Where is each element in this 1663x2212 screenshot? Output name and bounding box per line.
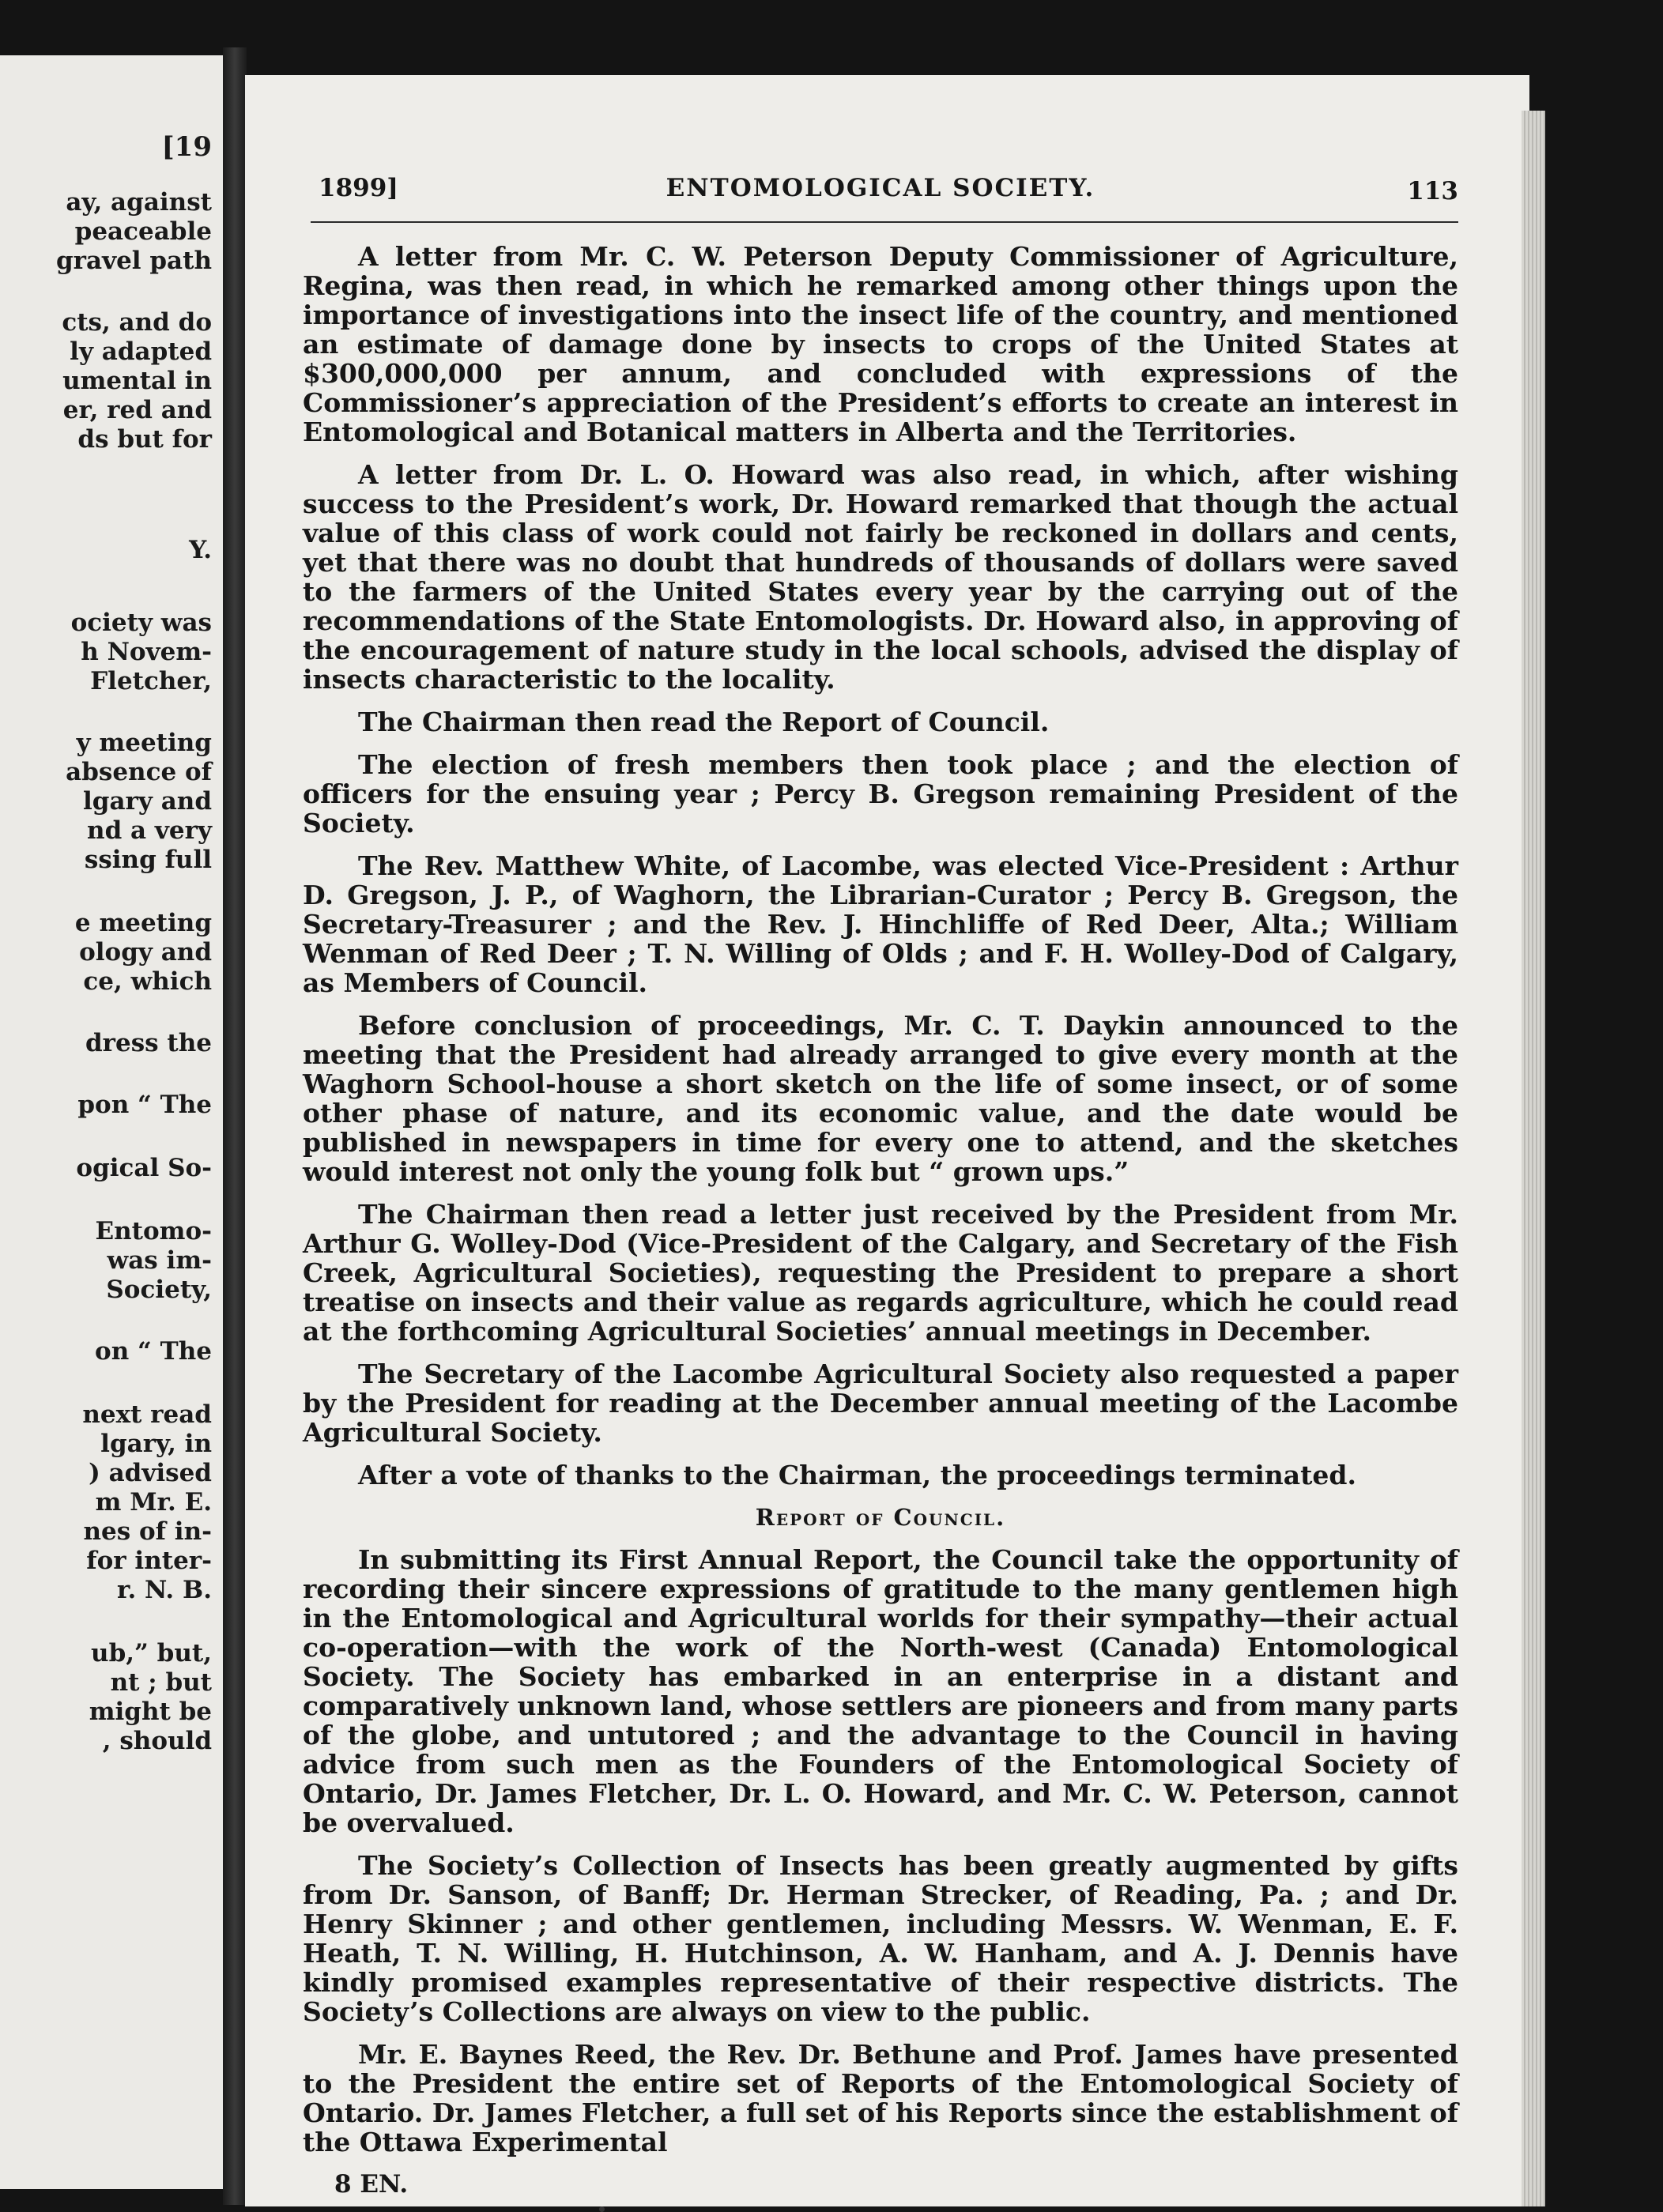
facing-page-line: peaceable [74,217,212,246]
facing-page-line: nt ; but [110,1668,212,1697]
page-number: 113 [1407,177,1458,205]
header-year: 1899] [319,174,398,202]
paragraph: The Secretary of the Lacombe Agricultural Society also requested a paper by the President for reading at the December annual meeting of the Lacombe Agricultural Society. [303,1358,1458,1448]
facing-page-line: e meeting [74,909,212,937]
main-page [245,75,1529,2206]
header-rule [311,221,1458,223]
facing-page-line: next read [82,1400,212,1429]
paragraph: Before conclusion of proceedings, Mr. C. T. Daykin announced to the meeting that the President had already arranged to give every month at the Waghorn School-house a short sketch on the life of some insect, or of some other phase of nature, and its economic value, and the date would be published in newspapers in time for every one to attend, and the sketches would interest not only the young folk but “ grown ups.” [303,1010,1458,1187]
facing-page-line: Y. [189,536,212,564]
facing-page-line: for inter- [86,1547,212,1575]
facing-page-line: might be [89,1698,212,1726]
facing-page-line: r. N. B. [116,1576,212,1604]
facing-page-line: ology and [79,938,212,967]
facing-page-line: ds but for [77,425,212,454]
facing-page-line: dress the [85,1029,212,1057]
facing-page-line: lgary, in [100,1430,212,1458]
facing-page-number: [19 [161,131,212,163]
page-content [303,174,1458,2199]
facing-page-line: Fletcher, [90,667,212,695]
facing-page-line: nd a very [87,816,212,845]
facing-page-line: ly adapted [70,337,212,366]
report-paragraph: In submitting its First Annual Report, the Council take the opportunity of recording their sincere expressions of gratitude to the many gentlemen high in the Entomological and Agricultural worlds for their sympathy—their actual co-operation—with the work of the North-west (Canada) Entomological Society. The Society has embarked in an enterprise in a distant and comparatively unknown land, whose settlers are pioneers and from many parts of the globe, and untutored ; and the advantage to the Council in having advice from such men as the Founders of the Entomological Society of Ontario, Dr. James Fletcher, Dr. L. O. Howard, and Mr. C. W. Peterson, cannot be overvalued. [303,1544,1458,1838]
page-edges [1522,111,1545,2206]
speck [599,2206,605,2212]
paragraph: A letter from Dr. L. O. Howard was also read, in which, after wishing success to the President’s work, Dr. Howard remarked that though the actual value of this class of work could not fairly be reckoned in dollars and cents, yet that there was no doubt that hundreds of thousands of dollars were saved to the farmers of the United States every year by the carrying out of the recommendations of the State Entomologists. Dr. Howard also, in approving of the encouragement of nature study in the local schools, advised the display of insects characteristic to the locality. [303,459,1458,695]
facing-page-line: ) advised [89,1459,212,1487]
section-heading: Report of Council. [755,1504,1006,1531]
paragraph: The Chairman then read the Report of Council. [358,707,1050,737]
facing-page-line: , should [102,1727,212,1755]
facing-page-line: lgary and [83,787,212,816]
facing-page-line: on “ The [95,1337,212,1366]
paragraph: The Rev. Matthew White, of Lacombe, was elected Vice-President : Arthur D. Gregson, J. P., of Waghorn, the Librarian-Curator ; Percy B. Gregson, the Secretary-Treasurer ; and the Rev. J. Hinchliffe of Red Deer, Alta.; William Wenman of Red Deer ; T. N. Willing of Olds ; and F. H. Wolley-Dod of Calgary, as Members of Council. [303,850,1458,998]
report-paragraph: The Society’s Collection of Insects has been greatly augmented by gifts from Dr. Sanson, of Banff; Dr. Herman Strecker, of Reading, Pa. ; and Dr. Henry Skinner ; and other gentlemen, including Messrs. W. Wenman, E. F. Heath, T. N. Willing, H. Hutchinson, A. W. Hanham, and A. J. Dennis have kindly promised examples representative of their respective districts. The Society’s Collections are always on view to the public. [303,1850,1458,2027]
facing-page-line: er, red and [62,396,212,424]
facing-page-line: h Novem- [81,638,212,666]
facing-page-line: ce, which [83,967,212,996]
facing-page-line: ogical So- [76,1154,212,1182]
facing-page-line: ociety was [70,609,212,637]
facing-page-line: umental in [62,367,212,395]
report-paragraph: Mr. E. Baynes Reed, the Rev. Dr. Bethune and Prof. James have presented to the President the entire set of Reports of the Entomological Society of Ontario. Dr. James Fletcher, a full set of his Reports since the establishment of the Ottawa Experimental [303,2039,1458,2157]
paragraph: The election of fresh members then took place ; and the election of officers for the ensuing year ; Percy B. Gregson remaining President of the Society. [303,749,1458,838]
facing-page-line: pon “ The [77,1091,212,1119]
signature-mark: 8 EN. [334,2170,409,2199]
facing-page-line: cts, and do [62,308,212,337]
facing-page [0,55,225,2189]
facing-page-line: was im- [107,1246,212,1275]
facing-page-line: gravel path [55,247,212,275]
facing-page-line: Society, [106,1276,212,1304]
paragraph: A letter from Mr. C. W. Peterson Deputy Commissioner of Agriculture, Regina, was then read, in which he remarked among other things upon the importance of investigations into the insect life of the country, and mentioned an estimate of damage done by insects to crops of the United States at $300,000,000 per annum, and concluded with expressions of the Commissioner’s appreciation of the President’s efforts to create an interest in Entomological and Botanical matters in Alberta and the Territories. [303,241,1458,447]
paragraph: The Chairman then read a letter just received by the President from Mr. Arthur G. Wolley-Dod (Vice-President of the Calgary, and Secretary of the Fish Creek, Agricultural Societies), requesting the President to prepare a short treatise on insects and their value as regards agriculture, which he could read at the forthcoming Agricultural Societies’ annual meetings in December. [303,1199,1458,1347]
facing-page-line: nes of in- [83,1517,212,1546]
facing-page-line: ssing full [84,846,212,874]
header-title: ENTOMOLOGICAL SOCIETY. [666,174,1095,202]
facing-page-line: absence of [66,758,212,786]
facing-page-line: ub,” but, [91,1639,212,1667]
running-header [303,174,1458,221]
paragraph: After a vote of thanks to the Chairman, the proceedings terminated. [358,1460,1356,1490]
facing-page-line: y meeting [76,729,212,757]
facing-page-line: ay, against [66,188,212,217]
facing-page-line: m Mr. E. [95,1488,212,1517]
book-gutter [223,47,247,2205]
facing-page-line: Entomo- [95,1217,212,1245]
